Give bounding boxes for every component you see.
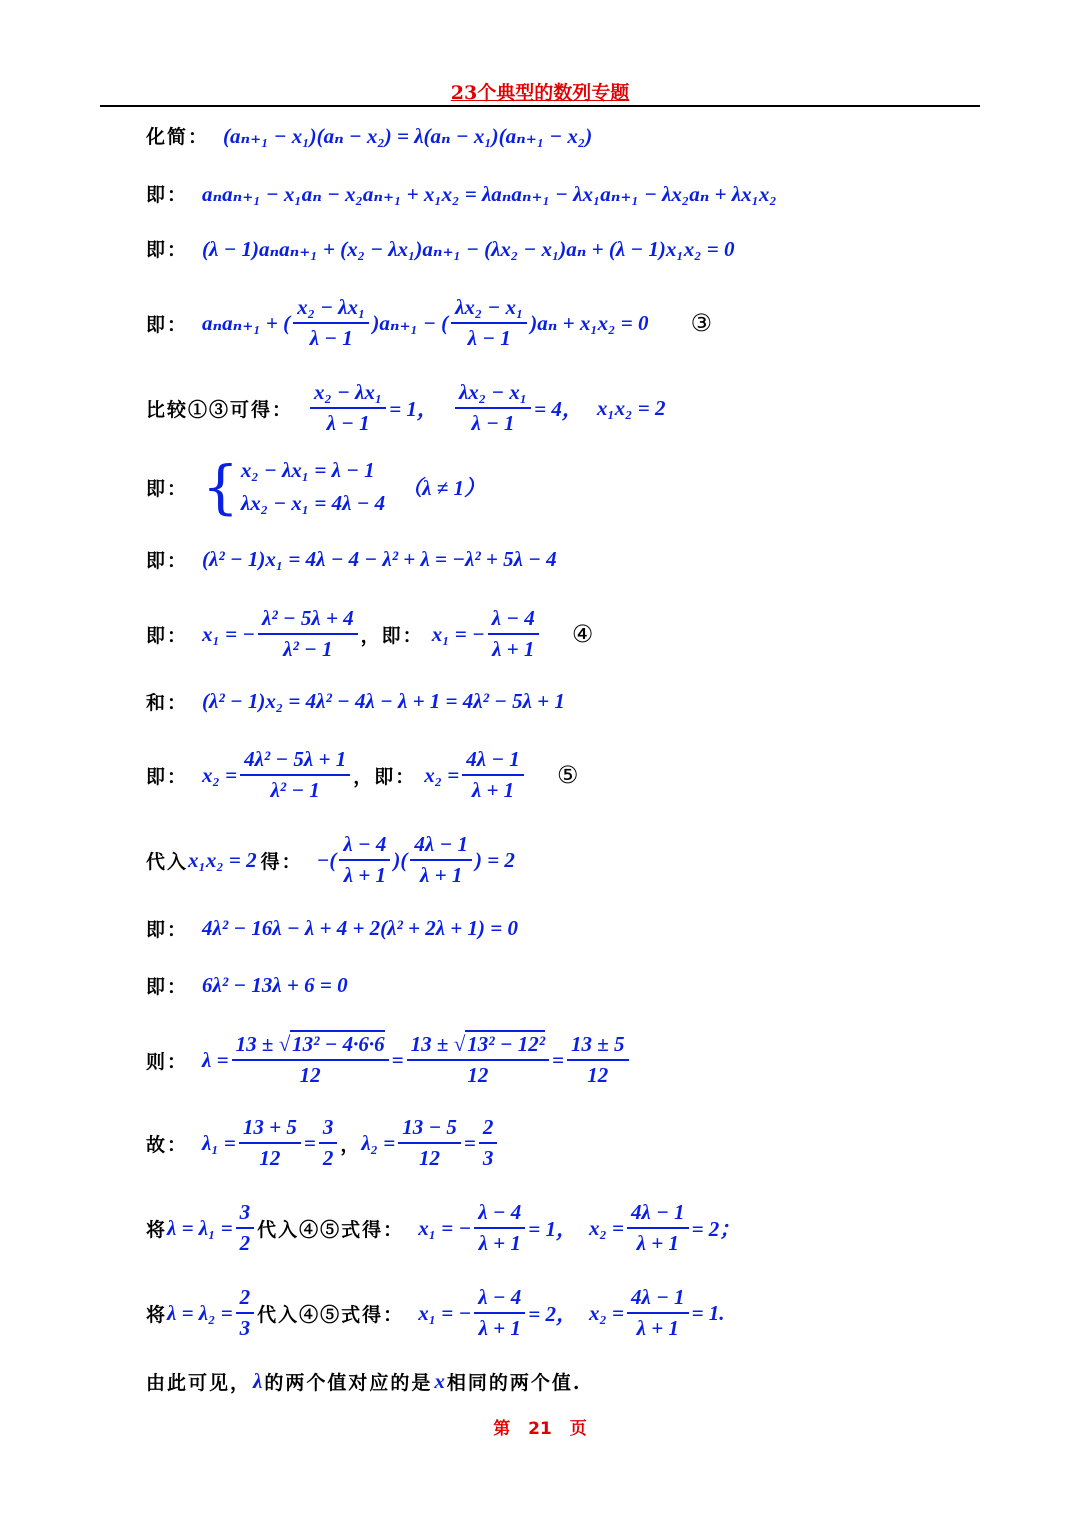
math-part: x₁ = − [202, 621, 256, 646]
math-part: x₂ = [424, 762, 460, 787]
fraction: $\frac{\text{λx₂ − x₁}}{\lambda - 1}$ [455, 380, 531, 436]
equation-mark: ⑤ [556, 761, 579, 789]
label: 比较①③可得： [146, 398, 294, 421]
math-part: = [391, 1047, 404, 1072]
line-case-lambda2 [146, 1285, 725, 1341]
math-part: = 2， [528, 1302, 577, 1326]
math-part: x₁ = − [431, 621, 485, 646]
math-part: = 1， [528, 1217, 577, 1241]
text: 由此可见， [146, 1372, 252, 1394]
math-part: λ = λ₂ = [167, 1300, 233, 1325]
line-system [146, 453, 485, 521]
fraction: $\frac{3}{2}$ [319, 1115, 338, 1171]
label: 即： [146, 477, 189, 500]
line-compare [146, 380, 665, 436]
math-part: x₁ = − [418, 1300, 472, 1325]
fraction: $\frac{\text{x₂ − λx₁}}{\lambda - 1}$ [293, 295, 369, 351]
math-part: = 4， [534, 397, 583, 421]
fraction: $\frac{\lambda - 4}{\lambda + 1}$ [474, 1285, 525, 1341]
header-rule [100, 105, 980, 107]
text: 相同的两个值. [446, 1372, 582, 1394]
math-part: −( [316, 847, 337, 872]
line-case-lambda1 [146, 1200, 740, 1256]
label: 化简： [146, 126, 210, 148]
math-part: = 1. [691, 1300, 725, 1325]
label: 故： [146, 1133, 189, 1156]
math-part: x₁x₂ = 2 [596, 395, 666, 420]
page-footer [0, 1414, 1080, 1439]
label: 即： [146, 550, 189, 572]
text: 的两个值对应的是 [264, 1372, 433, 1394]
equation: 4λ² − 16λ − λ + 4 + 2(λ² + 2λ + 1) = 0 [202, 916, 518, 940]
line-simplify [146, 122, 592, 149]
line-expand [146, 180, 777, 207]
fraction: $\frac{\lambda - 4}{\lambda + 1}$ [488, 606, 539, 662]
label: 即： [146, 313, 189, 336]
separator: ，即： [360, 624, 424, 647]
line-quadratic-formula [146, 1032, 632, 1088]
fraction: $\frac{13 \pm 5}{12}$ [567, 1032, 629, 1088]
line-expand-quadratic [146, 915, 518, 942]
label: 代入 [146, 850, 189, 873]
fraction: $\frac{2}{3}$ [236, 1285, 255, 1341]
equation: (λ² − 1)x₂ = 4λ² − 4λ − λ + 1 = 4λ² − 5λ + 1 [202, 689, 565, 713]
equation: (λ² − 1)x₁ = 4λ − 4 − λ² + λ = −λ² + 5λ − 4 [202, 547, 557, 571]
footer-suffix: 页 [569, 1419, 587, 1439]
math-part: = [552, 1047, 564, 1072]
label: 将 [146, 1218, 168, 1241]
footer-prefix: 第 [493, 1419, 511, 1439]
math-part: aₙaₙ₊₁ + ( [202, 311, 291, 335]
math-part: )aₙ + x₁x₂ = 0 [530, 311, 649, 335]
label: 即： [146, 239, 189, 261]
fraction: $\frac{\text{x₂ − λx₁}}{\lambda - 1}$ [310, 380, 386, 436]
label: 将 [146, 1303, 168, 1326]
separator: ， [340, 1133, 362, 1156]
math-part: x₂ = [588, 1215, 625, 1240]
label: 即： [146, 919, 189, 941]
label: 即： [146, 624, 189, 647]
label: 则： [146, 1050, 189, 1073]
fraction: $\frac{3}{2}$ [236, 1200, 255, 1256]
fraction: $\frac{2}{3}$ [479, 1115, 498, 1171]
line-collect [146, 235, 734, 262]
math-part: x₁x₂ = 2 [188, 847, 257, 872]
fraction: $\frac{\text{λx₂ − x₁}}{\lambda - 1}$ [451, 295, 527, 351]
math-part: = [303, 1130, 316, 1155]
math-part: x₂ = [202, 762, 238, 787]
label: 即： [146, 184, 189, 206]
fraction: $\frac{13 + 5}{12}$ [239, 1115, 301, 1171]
math-part: x [434, 1369, 445, 1393]
system-row: x₂ − λx₁ = λ − 1 [240, 458, 375, 482]
math-part: λ₂ = [361, 1130, 396, 1155]
fraction: $\frac{4\lambda - 1}{\lambda + 1}$ [627, 1285, 689, 1341]
fraction: $\frac{\lambda - 4}{\lambda + 1}$ [474, 1200, 525, 1256]
equation-mark: ④ [571, 620, 594, 648]
math-part: x₂ = [588, 1300, 625, 1325]
math-part: λ₁ = [202, 1130, 236, 1155]
math-part: ) = 2 [474, 847, 515, 872]
fraction: $\frac{4\lambda - 1}{\lambda + 1}$ [410, 832, 472, 888]
equation: (aₙ₊₁ − x₁)(aₙ − x₂) = λ(aₙ − x₁)(aₙ₊₁ − x₂) [223, 123, 593, 148]
fraction: $\frac{\lambda - 4}{\lambda + 1}$ [339, 832, 390, 888]
equation-system [241, 458, 385, 516]
equation: 6λ² − 13λ + 6 = 0 [202, 973, 348, 997]
line-x2-result [146, 747, 578, 803]
line-normalized [146, 295, 712, 351]
label: 代入④⑤式得： [257, 1218, 405, 1241]
line-x2-derive [146, 688, 565, 715]
line-substitute [146, 832, 515, 888]
equation-mark: ③ [690, 309, 712, 337]
label: 即： [146, 765, 189, 788]
fraction: $\frac{\text{λ² − 5λ + 4}}{\text{λ² − 1}}$ [258, 606, 358, 662]
brace: { [202, 453, 239, 521]
math-part: = 2； [691, 1217, 741, 1241]
equation: aₙaₙ₊₁ − x₁aₙ − x₂aₙ₊₁ + x₁x₂ = λaₙaₙ₊₁ − λx₁aₙ₊₁ − λx₂aₙ + λx₁x₂ [202, 181, 777, 206]
math-part: )aₙ₊₁ − ( [372, 311, 449, 335]
label: 代入④⑤式得： [257, 1303, 405, 1326]
system-row: λx₂ − x₁ = 4λ − 4 [240, 491, 386, 515]
math-part: λ [253, 1369, 263, 1393]
math-part: λ = [202, 1047, 229, 1072]
line-conclusion [146, 1368, 581, 1395]
math-part: x₁ = − [418, 1215, 472, 1240]
math-part: λ = λ₁ = [167, 1215, 233, 1240]
fraction: $\frac{\text{13 ± √13² − 4·6·6}}{12}$ [232, 1032, 389, 1088]
math-part: )( [393, 847, 408, 872]
math-part: = [463, 1130, 476, 1155]
page-number: 21 [528, 1419, 552, 1439]
fraction: $\frac{\text{4λ² − 5λ + 1}}{\text{λ² − 1}}$ [240, 747, 350, 803]
fraction: $\frac{4\lambda - 1}{\lambda + 1}$ [462, 747, 524, 803]
separator: ，即： [353, 765, 417, 788]
line-roots [146, 1115, 500, 1171]
label: 和： [146, 692, 189, 714]
document-header: 23个典型的数列专题 [450, 82, 630, 104]
line-quadratic [146, 972, 348, 999]
fraction: $\frac{13 - 5}{12}$ [398, 1115, 461, 1171]
math-part: = 1， [389, 397, 438, 421]
line-x1-result [146, 606, 593, 662]
line-x1-derive [146, 546, 557, 573]
equation: (λ − 1)aₙaₙ₊₁ + (x₂ − λx₁)aₙ₊₁ − (λx₂ − x₁)aₙ + (λ − 1)x₁x₂ = 0 [202, 236, 735, 261]
label: 即： [146, 976, 189, 998]
label: 得： [260, 850, 303, 873]
fraction: $\frac{\text{13 ± √13² − 12²}}{12}$ [407, 1032, 549, 1088]
fraction: $\frac{4\lambda - 1}{\lambda + 1}$ [627, 1200, 689, 1256]
condition: （λ ≠ 1） [401, 476, 485, 500]
